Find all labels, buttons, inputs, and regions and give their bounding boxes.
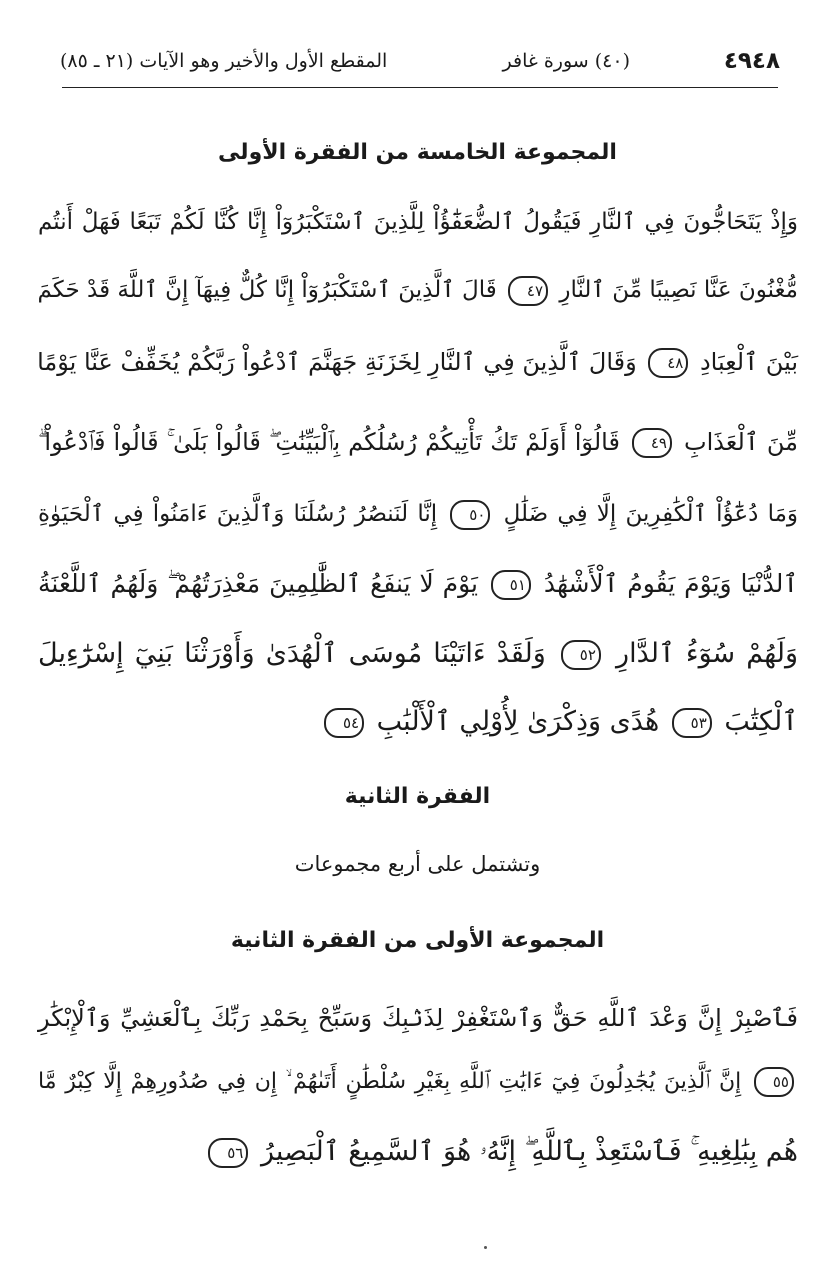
- section-label: المقطع الأول والأخير وهو الآيات (٢١ ـ ٨٥): [60, 50, 388, 72]
- verse-line: [38, 200, 798, 244]
- verse-line: [38, 996, 798, 1040]
- verse-text: هُم بِبَٰلِغِيهِ ۚ فَٱسْتَعِذْ بِٱللَّهِ ۖ إِنَّهُۥ هُوَ ٱلسَّمِيعُ ٱلْبَصِيرُ: [260, 1136, 798, 1167]
- verse-text: بَيْنَ ٱلْعِبَادِ: [699, 348, 798, 376]
- group-five-heading: المجموعة الخامسة من الفقرة الأولى: [218, 140, 617, 165]
- verse-line: [38, 268, 798, 312]
- verse-number-marker: ٥٣: [672, 708, 712, 738]
- verse-number-marker: ٥٤: [324, 708, 364, 738]
- verse-number-marker: ٥١: [491, 570, 531, 600]
- verse-number-marker: ٥٦: [208, 1138, 248, 1168]
- part-two-heading: الفقرة الثانية: [344, 784, 491, 809]
- verse-text: وَلَهُمْ سُوٓءُ ٱلدَّارِ: [616, 638, 798, 669]
- verse-text: وَإِذْ يَتَحَاجُّونَ فِي ٱلنَّارِ فَيَقُولُ ٱلضُّعَفَٰٓؤُاْ لِلَّذِينَ ٱسْتَكْبَرُوٓاْ إِنَّا كُنَّا لَكُمْ تَبَعًا فَهَلْ أَنتُم: [38, 209, 798, 235]
- surah-label: (٤٠) سورة غافر: [502, 50, 630, 72]
- running-header: [60, 48, 780, 78]
- page-number: ٤٩٤٨: [723, 48, 780, 74]
- verse-text: فَٱصْبِرْ إِنَّ وَعْدَ ٱللَّهِ حَقٌّ وَٱسْتَغْفِرْ لِذَنۢبِكَ وَسَبِّحْ بِحَمْدِ رَبِّكَ بِٱلْعَشِيِّ وَٱلْإِبْكَٰرِ: [38, 1004, 798, 1032]
- print-speck: [484, 1246, 487, 1249]
- verse-number-marker: ٤٧: [508, 276, 548, 306]
- verse-text: قَالُوٓاْ أَوَلَمْ تَكُ تَأْتِيكُمْ رُسُلُكُم بِٱلْبَيِّنَٰتِ ۖ قَالُواْ بَلَىٰ ۚ قَالُواْ فَٱدْعُواْ ۗ: [38, 428, 620, 456]
- verse-text: إِنَّا لَنَنصُرُ رُسُلَنَا وَٱلَّذِينَ ءَامَنُواْ فِي ٱلْحَيَوٰةِ: [38, 501, 438, 527]
- verse-text: وَمَا دُعَٰٓؤُاْ ٱلْكَٰفِرِينَ إِلَّا فِي ضَلَٰلٍ: [503, 501, 799, 527]
- verse-text: إِنَّ ٱلَّذِينَ يُجَٰدِلُونَ فِيٓ ءَايَٰتِ ٱللَّهِ بِغَيْرِ سُلْطَٰنٍ أَتَىٰهُمْ ۙ إِن فِي صُدُورِهِمْ إِلَّا كِبْرٌ مَّا: [38, 1069, 742, 1094]
- verse-line: [38, 1130, 798, 1174]
- verse-line: [38, 420, 798, 464]
- verse-text: مِّنَ ٱلْعَذَابِ: [684, 428, 798, 456]
- verse-text: وَقَالَ ٱلَّذِينَ فِي ٱلنَّارِ لِخَزَنَةِ جَهَنَّمَ ٱدْعُواْ رَبَّكُمْ يُخَفِّفْ عَنَّا يَوْمًا: [37, 348, 637, 376]
- verse-number-marker: ٤٩: [632, 428, 672, 458]
- verse-text: مُّغْنُونَ عَنَّا نَصِيبًا مِّنَ ٱلنَّارِ: [559, 277, 798, 303]
- verse-line: [38, 700, 798, 744]
- verse-text: يَوْمَ لَا يَنفَعُ ٱلظَّٰلِمِينَ مَعْذِرَتُهُمْ ۖ وَلَهُمُ ٱللَّعْنَةُ: [38, 569, 478, 598]
- verse-number-marker: ٥٠: [450, 500, 490, 530]
- verse-number-marker: ٤٨: [648, 348, 688, 378]
- verse-text: ٱلْكِتَٰبَ: [724, 706, 798, 737]
- verse-line: [38, 562, 798, 606]
- group-one-heading: المجموعة الأولى من الفقرة الثانية: [230, 928, 605, 953]
- header-divider: [62, 87, 778, 88]
- verse-text: قَالَ ٱلَّذِينَ ٱسْتَكْبَرُوٓاْ إِنَّا كُلٌّ فِيهَآ إِنَّ ٱللَّهَ قَدْ حَكَمَ: [37, 277, 497, 303]
- verse-line: [38, 632, 798, 676]
- verse-text: ٱلدُّنْيَا وَيَوْمَ يَقُومُ ٱلْأَشْهَٰدُ: [543, 569, 799, 598]
- verse-line: [38, 340, 798, 384]
- verse-line: [38, 492, 798, 536]
- verse-number-marker: ٥٥: [754, 1067, 794, 1097]
- verse-number-marker: ٥٢: [561, 640, 601, 670]
- verse-text: هُدًى وَذِكْرَىٰ لِأُوْلِي ٱلْأَلْبَٰبِ: [376, 706, 660, 737]
- part-two-subheading: وتشتمل على أربع مجموعات: [294, 852, 541, 876]
- verse-text: وَلَقَدْ ءَاتَيْنَا مُوسَى ٱلْهُدَىٰ وَأَوْرَثْنَا بَنِيٓ إِسْرَٰٓءِيلَ: [38, 638, 546, 669]
- verse-line: [38, 1060, 798, 1104]
